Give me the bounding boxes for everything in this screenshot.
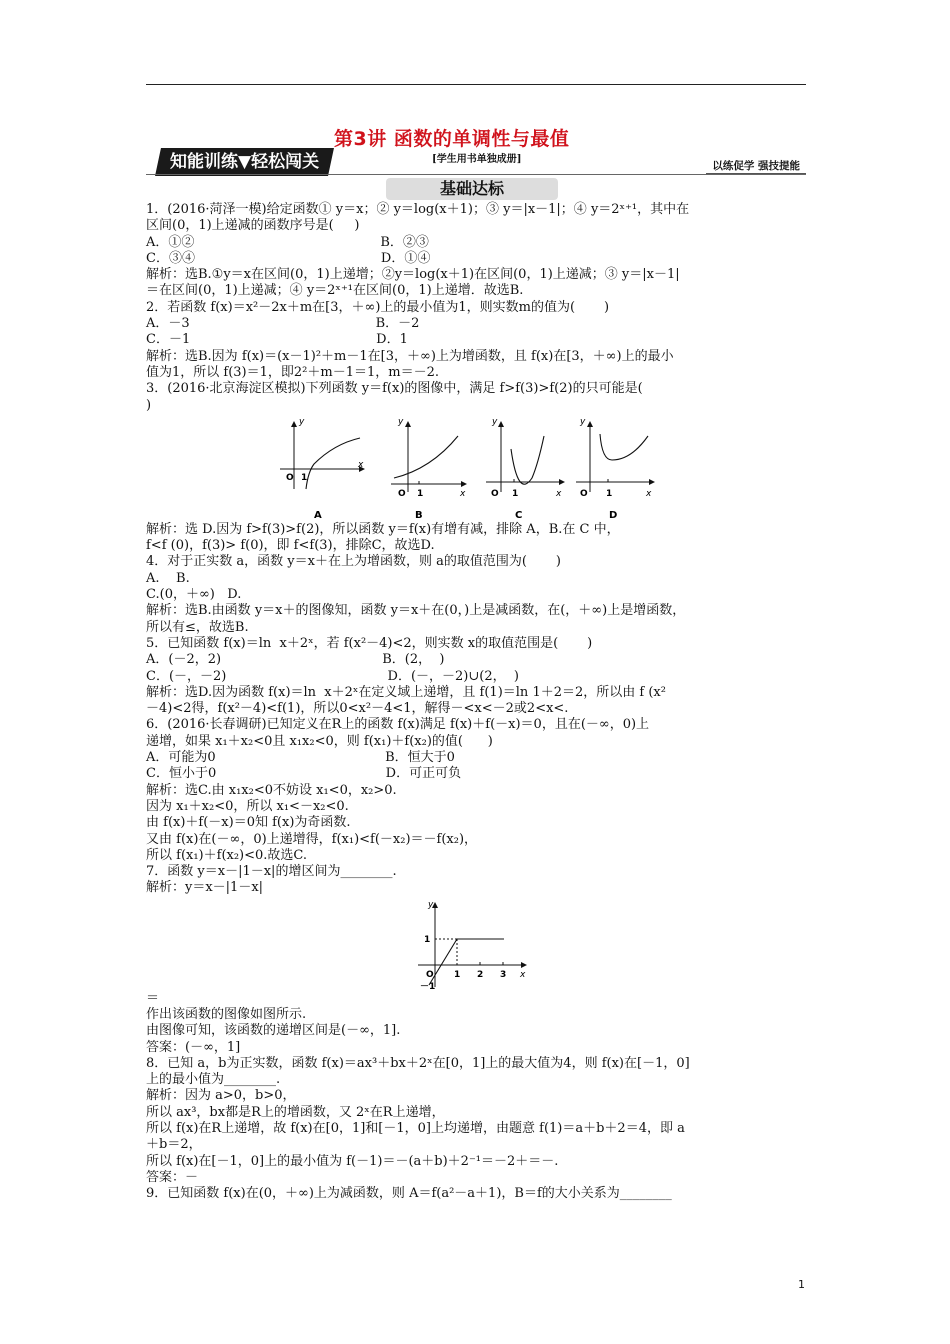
bookmark-note: [学生用书单独成册]: [432, 154, 522, 165]
q7-xlabel: x: [520, 969, 526, 980]
text-line: 8．已知 a，b为正实数，函数 f(x)＝ax³＋bx＋2ˣ在[0，1]上的最大值为4，则 f(x)在[－1，0]: [146, 1055, 690, 1071]
q7-ylabel: y: [428, 899, 434, 910]
graph-c-one: 1: [512, 488, 519, 499]
graph-c: [486, 417, 564, 521]
page-number: 1: [798, 1278, 805, 1291]
graph-a-origin: O: [286, 472, 294, 483]
text-line: 所以有≤，故选B.: [146, 619, 249, 635]
text-line: 2．若函数 f(x)＝x²－2x＋m在[3，＋∞)上的最小值为1，则实数m的值为( ): [146, 299, 610, 315]
text-line: C．恒小于0 D．可正可负: [146, 766, 462, 782]
banner-text: 知能训练▼轻松闯关: [170, 152, 320, 172]
q7-origin: O: [426, 969, 434, 980]
q7-ylabel-neg1: －1: [420, 981, 436, 991]
graph-b: [391, 417, 466, 521]
text-line: 4．对于正实数 a，函数 y＝x＋在上为增函数，则 a的取值范围为( ): [146, 554, 561, 570]
text-line: 递增，如果 x₁＋x₂<0且 x₁x₂<0，则 f(x₁)＋f(x₂)的值( ): [146, 733, 493, 749]
graph-d-label: D: [609, 509, 618, 521]
text-line: －4)<2得，f(x²－4)<f(1)，所以0<x²－4<1，解得－<x<－2或2<x<.: [146, 701, 569, 717]
section-title: 基础达标: [386, 178, 558, 200]
text-line: 答案：－: [146, 1169, 199, 1185]
text-line: 5．已知函数 f(x)＝ln x＋2ˣ，若 f(x²－4)<2，则实数 x的取值范围是( ): [146, 635, 593, 651]
graph-b-ylabel: y: [398, 416, 404, 427]
graph-d-xlabel: x: [646, 488, 652, 499]
text-line: 解析：选C.由 x₁x₂<0不妨设 x₁<0，x₂>0.: [146, 782, 397, 798]
q7-tick-1: 1: [454, 969, 461, 980]
q7-tick-3: 3: [500, 969, 507, 980]
text-line: 所以 ax³，bx都是R上的增函数，又 2ˣ在R上递增，: [146, 1104, 445, 1120]
graph-c-origin: O: [491, 488, 499, 499]
text-line: f<f (0)，f(3)> f(0)，即 f<f(3)，排除C，故选D.: [146, 538, 435, 554]
text-line: C．③④ D．①④: [146, 250, 431, 266]
text-line: A．①② B．②③: [146, 234, 429, 250]
graph-d-ylabel: y: [580, 416, 586, 427]
graph-a-label: A: [314, 509, 322, 521]
text-line: 解析：选 D.因为 f>f(3)>f(2)，所以函数 y＝f(x)有增有减，排除 A，B.在 C 中，: [146, 521, 620, 537]
text-line: 解析：选B.因为 f(x)＝(x－1)²＋m－1在[3，＋∞)上为增函数，且 f(x)在[3，＋∞)上的最小: [146, 348, 674, 364]
q7-ylabel-1: 1: [424, 934, 431, 945]
q3-graphs: [146, 414, 806, 522]
motto: 以练促学 强技提能: [706, 158, 806, 175]
text-line: ): [146, 397, 152, 413]
text-line: A．－3 B．－2: [146, 316, 420, 332]
graph-c-label: C: [515, 509, 523, 521]
text-block-b: [146, 522, 806, 897]
text-line: 解析：选B.①y＝x在区间(0，1)上递增；②y＝log(x＋1)在区间(0，1)上递减；③ y＝|x－1|: [146, 267, 680, 283]
text-line: 值为1，所以 f(3)＝1，即2²＋m－1＝1，m＝－2.: [146, 364, 439, 380]
text-line: 6．(2016·长春调研)已知定义在R上的函数 f(x)满足 f(x)＋f(－x)＝0，且在(－∞，0)上: [146, 717, 650, 733]
text-line: 答案：(－∞，1]: [146, 1039, 241, 1055]
text-block-a: [146, 202, 806, 414]
text-line: C．－1 D．1: [146, 332, 408, 348]
text-line: 由图像可知，该函数的递增区间是(－∞，1].: [146, 1023, 401, 1039]
text-line: C．(－，－2) D．(－，－2)∪(2， ): [146, 668, 519, 684]
text-line: 作出该函数的图像如图所示.: [146, 1006, 307, 1022]
text-line: 所以 f(x)在R上递增，故 f(x)在[0，1]和[－1，0]上均递增，由题意 f(1)＝a＋b＋2＝4，即 a: [146, 1121, 685, 1137]
text-line: 1．(2016·菏泽一模)给定函数① y＝x；② y＝log(x＋1)；③ y＝|x－1|；④ y＝2ˣ⁺¹，其中在: [146, 202, 690, 217]
text-block-c: [146, 991, 806, 1203]
text-line: 由 f(x)＋f(－x)＝0知 f(x)为奇函数.: [146, 815, 351, 831]
graph-b-xlabel: x: [460, 488, 466, 499]
text-line: 9．已知函数 f(x)在(0，＋∞)上为减函数，则 A＝f(a²－a＋1)，B＝f的大小关系为________: [146, 1186, 672, 1202]
text-line: A．可能为0 B．恒大于0: [146, 750, 455, 766]
graph-d-origin: O: [580, 488, 588, 499]
text-line: ＝在区间(0，1)上递减；④ y＝2ˣ⁺¹在区间(0，1)上递增．故选B.: [146, 283, 524, 299]
graph-b-origin: O: [398, 488, 406, 499]
text-line: 解析：选D.因为函数 f(x)＝ln x＋2ˣ在定义域上递增，且 f(1)＝ln 1＋2＝2，所以由 f (x²: [146, 684, 666, 700]
q7-tick-2: 2: [477, 969, 484, 980]
text-line: 解析：因为 a>0，b>0，: [146, 1088, 296, 1104]
band-rule: [146, 174, 806, 175]
text-line: 因为 x₁＋x₂<0，所以 x₁<－x₂<0.: [146, 798, 349, 814]
text-line: 区间(0，1)上递减的函数序号是( ): [146, 218, 360, 234]
text-line: A．(－2，2) B．(2， ): [146, 652, 445, 668]
text-line: 3．(2016·北京海淀区模拟)下列函数 y＝f(x)的图像中，满足 f>f(3)>f(2)的只可能是(: [146, 381, 643, 397]
graph-a: [280, 417, 364, 521]
q7-graph: [146, 897, 806, 991]
top-rule: [146, 84, 806, 85]
text-line: 解析：y＝x－|1－x|: [146, 880, 264, 896]
header-band: [146, 146, 806, 178]
graph-c-ylabel: y: [492, 416, 498, 427]
document-body: [146, 202, 806, 1203]
text-line: 上的最小值为________.: [146, 1072, 281, 1088]
q7-graph-svg: [146, 897, 806, 991]
page-title: 第3讲 函数的单调性与最值: [334, 128, 570, 150]
graph-a-one: 1: [301, 472, 308, 483]
graph-a-xlabel: x: [358, 459, 364, 470]
text-line: ＝: [146, 990, 160, 1006]
text-line: A. B.: [146, 570, 190, 586]
text-line: ＋b＝2，: [146, 1137, 202, 1153]
text-line: C.(0，＋∞) D.: [146, 587, 242, 603]
graph-d-one: 1: [606, 488, 613, 499]
text-line: 所以 f(x)在[－1，0]上的最小值为 f(－1)＝－(a＋b)＋2⁻¹＝－2＋＝－.: [146, 1153, 559, 1169]
text-line: 所以 f(x₁)＋f(x₂)<0.故选C.: [146, 847, 308, 863]
graph-d: [576, 417, 654, 521]
graph-c-xlabel: x: [556, 488, 562, 499]
banner: [155, 148, 334, 176]
graph-a-ylabel: y: [299, 416, 305, 427]
text-line: 解析：选B.由函数 y＝x＋的图像知，函数 y＝x＋在(0，)上是减函数，在(，＋∞)上是增函数，: [146, 603, 686, 619]
graph-b-label: B: [415, 509, 423, 521]
q3-graphs-svg: [146, 414, 806, 522]
graph-b-one: 1: [417, 488, 424, 499]
text-line: 7．函数 y＝x－|1－x|的增区间为________.: [146, 864, 397, 880]
text-line: 又由 f(x)在(－∞，0)上递增得，f(x₁)<f(－x₂)＝－f(x₂)，: [146, 831, 478, 847]
